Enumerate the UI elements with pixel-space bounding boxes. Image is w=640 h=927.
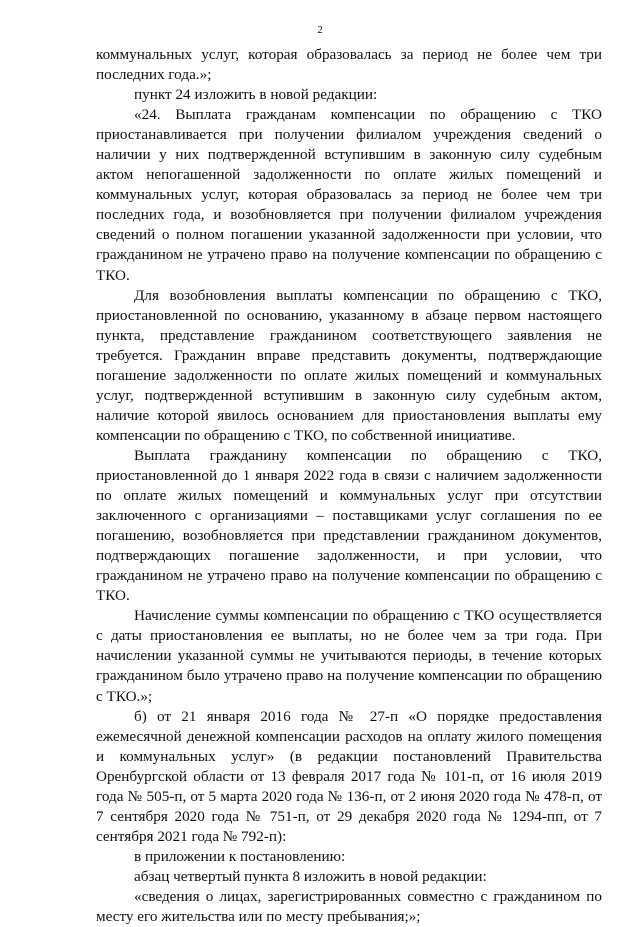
paragraph-resumption: Для возобновления выплаты компенсации по обращению с ТКО, приостановленной по основанию, указанному в абзаце первом настоящего пункта, представление гражданином соответствующего заявления не требуется. Гражданин вправе представить документы, подтверждающие погашение задолженности по оплате жилых помещений и коммунальных услуг, подтвержденной вступившим в законную силу судебным актом, наличие которой явилось основанием для приостановления выплаты ему компенсации по обращению с ТКО, по собственной инициативе. [96, 286, 602, 444]
paragraph-accrual: Начисление суммы компенсации по обращению с ТКО осуществляется с даты приостановления ее выплаты, но не более чем за три года. При начислении указанной суммы не учитываются периоды, в течение которых гражданином было утрачено право на получение компенсации по обращению с ТКО.»; [96, 607, 602, 705]
paragraph-appendix: в приложении к постановлению: [134, 847, 346, 865]
paragraph-item-24-intro: пункт 24 изложить в новой редакции: [134, 86, 378, 104]
paragraph-payment-before-2022: Выплата гражданину компенсации по обращению с ТКО, приостановленной до 1 января 2022 года в связи с наличием задолженности по оплате жилых помещений и коммунальных услуг при отсутствии заключенного с организациями – поставщиками услуг соглашения по ее погашению, возобновляется при представлении гражданином документов, подтверждающих погашение задолженности, и при условии, что гражданином не утрачено право на получение компенсации по обращению с ТКО. [96, 446, 602, 605]
paragraph-resolution-27p: б) от 21 января 2016 года № 27-п «О порядке предоставления ежемесячной денежной компенсации расходов на оплату жилого помещения и коммунальных услуг» (в редакции постановлений Правительства Оренбургской области от 13 февраля 2017 года № 101-п, от 16 июля 2019 года № 505-п, от 5 марта 2020 года № 136-п, от 2 июня 2020 года № 478-п, от 7 сентября 2020 года № 751-п, от 29 декабря 2020 года № 1294-пп, от 7 сентября 2021 года № 792-п): [96, 707, 602, 845]
document-body [96, 45, 602, 927]
paragraph-item-24-text: «24. Выплата гражданам компенсации по обращению с ТКО приостанавливается при получении филиалом учреждения сведений о наличии у них подтвержденной вступившим в законную силу судебным актом непогашенной задолженности по оплате жилых помещений и коммунальных услуг, которая образовалась за период не более чем три последних года, и возобновляется при получении филиалом учреждения сведений о полном погашении указанной задолженности при условии, что гражданином не утрачено право на получение компенсации по обращению с ТКО. [96, 106, 602, 284]
paragraph-item-8-text: «сведения о лицах, зарегистрированных совместно с гражданином по месту его жительства или по месту пребывания;»; [96, 887, 602, 926]
paragraph-item-8-intro: абзац четвертый пункта 8 изложить в новой редакции: [134, 867, 487, 885]
paragraph-continuation: коммунальных услуг, которая образовалась за период не более чем три последних года.»; [96, 46, 602, 84]
page-number: 2 [317, 24, 323, 36]
